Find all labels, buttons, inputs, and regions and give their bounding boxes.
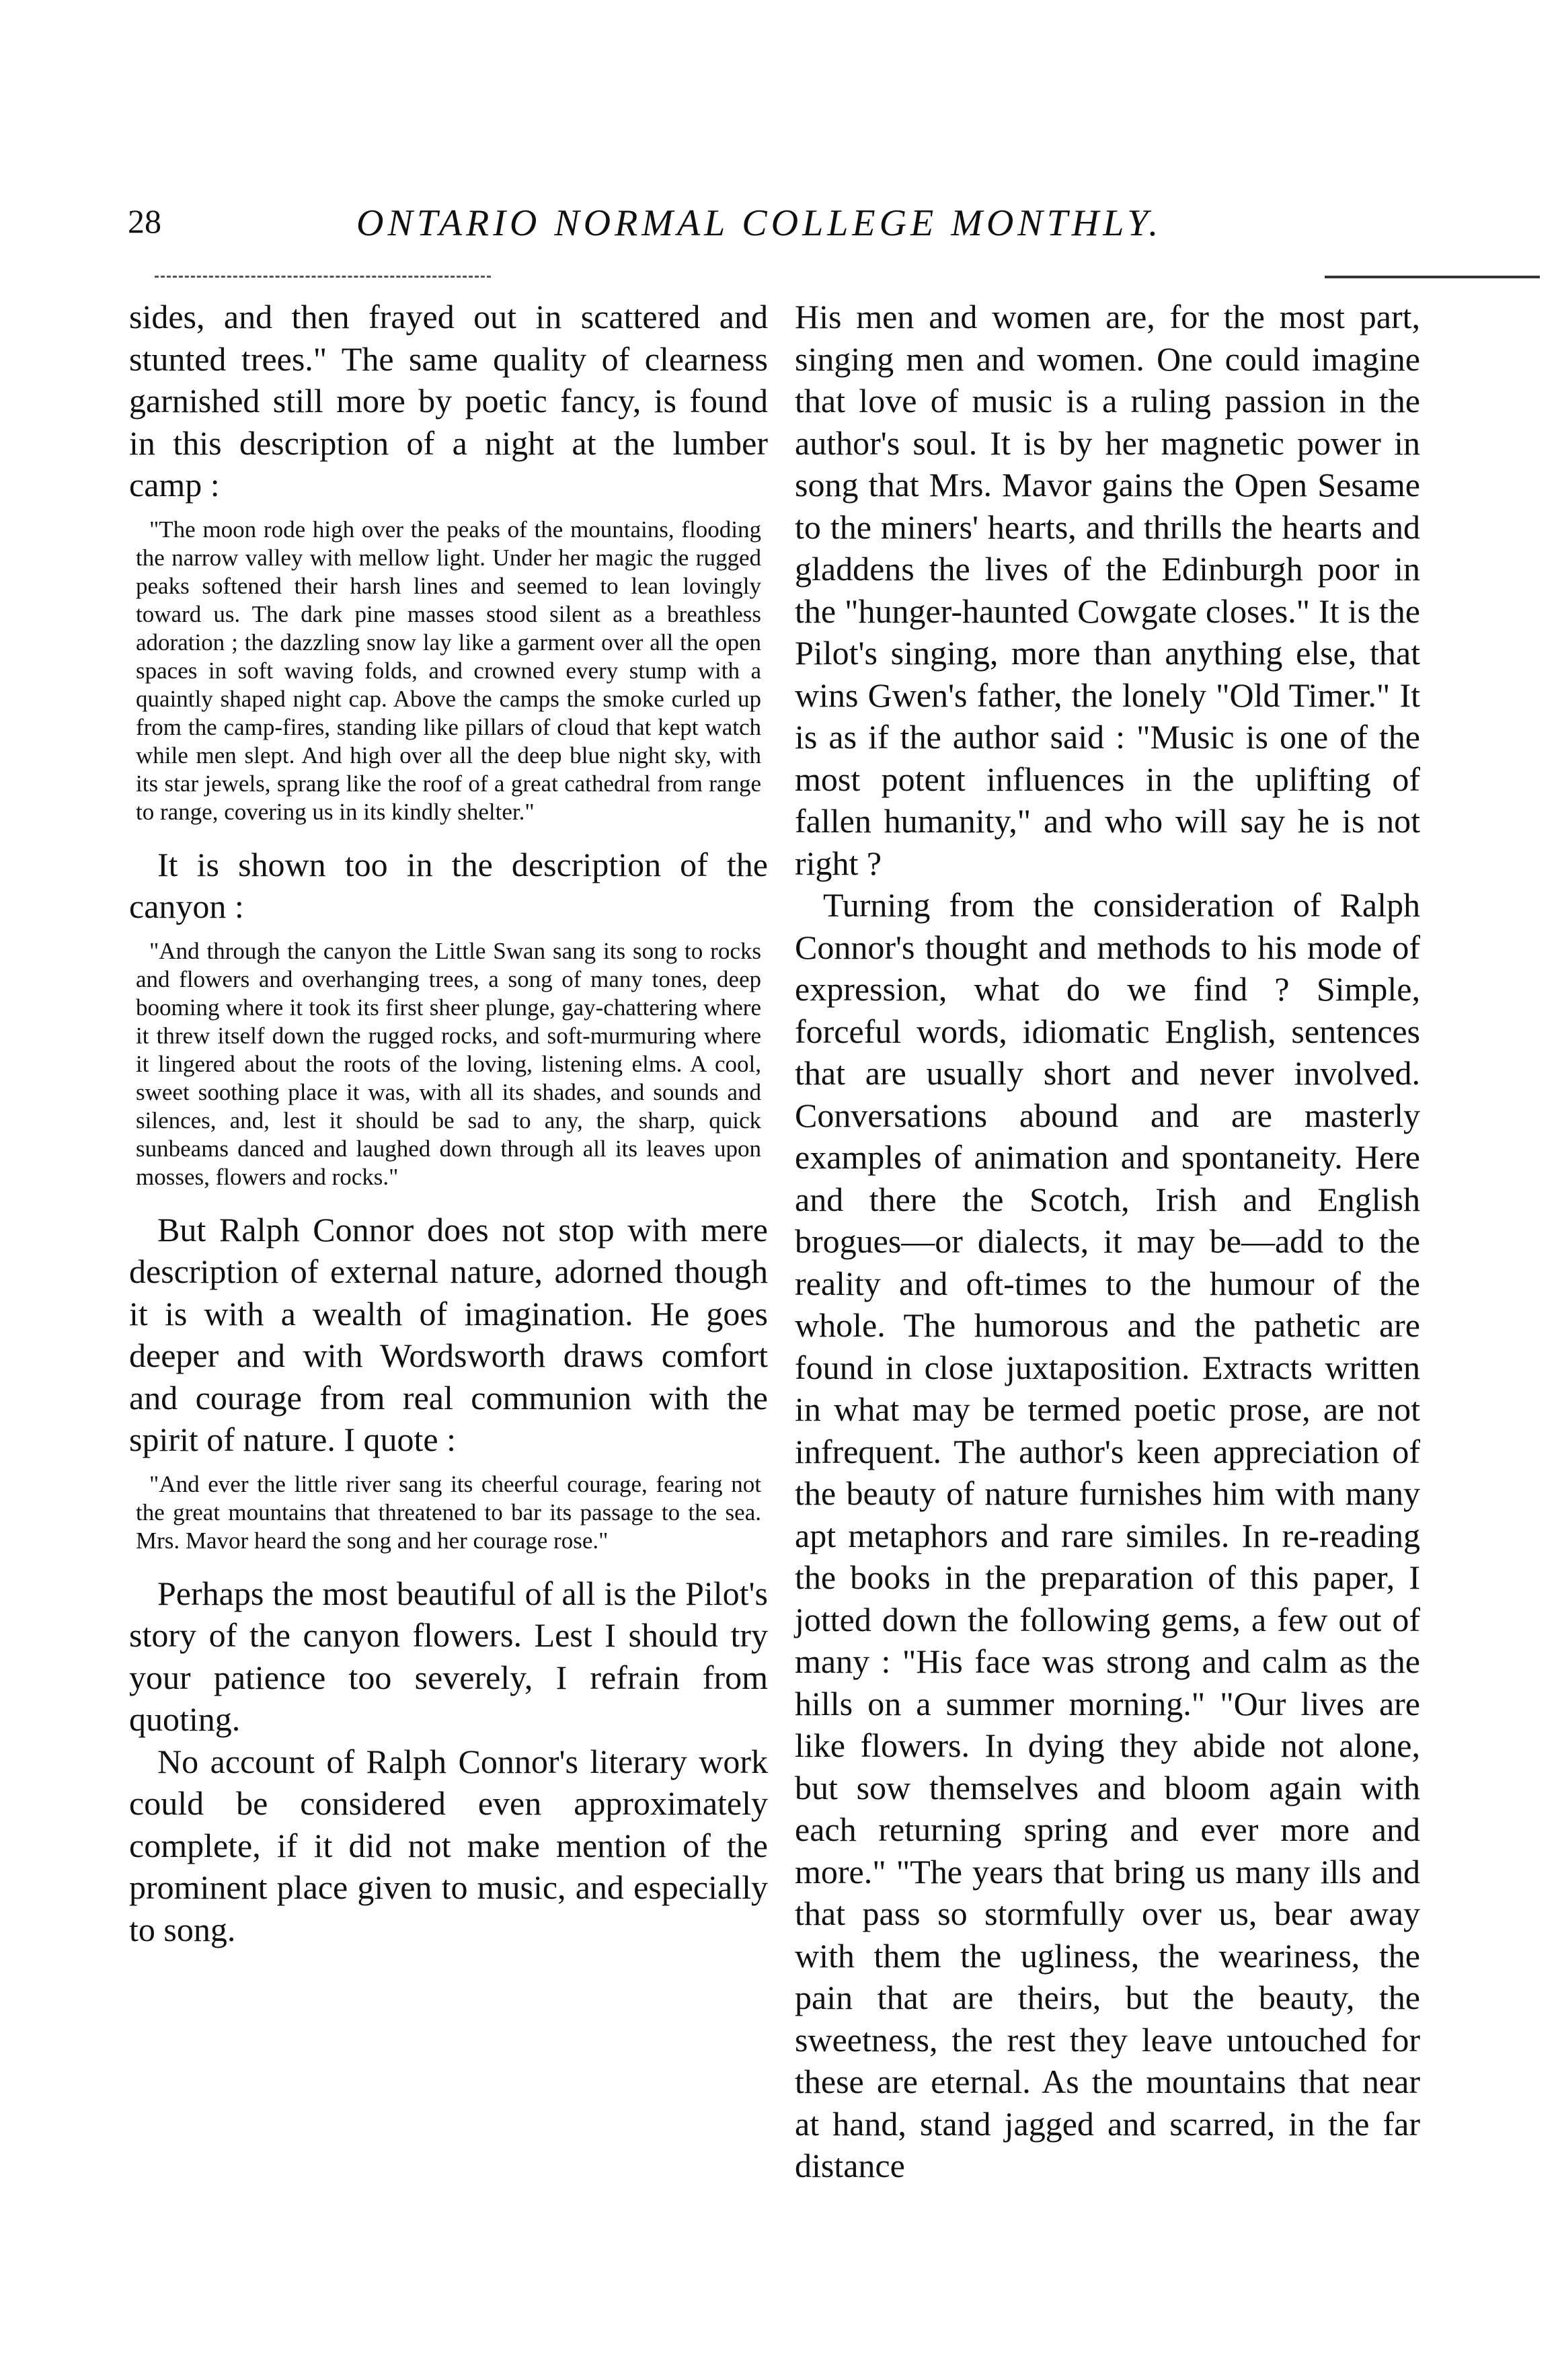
page-number: 28 — [128, 202, 161, 240]
quote-canyon: "And through the canyon the Little Swan sang its song to rocks and flowers and overhanging trees, a song of many tones, deep booming where it took its first sheer plunge, gay-chattering where it threw itself down the rugged rocks, and soft-murmuring where it lingered about the roots of the loving, listening elms. A cool, sweet soothing place it was, with all its shades, and sounds and silences, and, lest it should be sad to any, the sharp, quick sunbeams danced and laughed down through all its leaves upon mosses, flowers and rocks." — [136, 937, 761, 1190]
right-paragraph-1: His men and women are, for the most part, singing men and women. One could imagine that love of music is a ruling passion in the author's soul. It is by her magnetic power in song that Mrs. Mavor gains the Open Sesame to the miners' hearts, and thrills the hearts and gladdens the lives of the Edinburgh poor in the "hunger-haunted Cowgate closes." It is the Pilot's singing, more than anything else, that wins Gwen's father, the lonely "Old Timer." It is as if the author said : "Music is one of the most potent influences in the uplifting of fallen humanity," and who will say he is not right ? — [795, 298, 1420, 882]
left-paragraph-3: But Ralph Connor does not stop with mere description of external nature, adorned though it is with a wealth of imagination. He goes deeper and with Wordsworth draws comfort and courage from real communion with the spirit of nature. I quote : — [129, 1210, 768, 1458]
left-paragraph-1: sides, and then frayed out in scattered and stunted trees." The same quality of clearness garnished still more by poetic fancy, is found in this description of a night at the lumber camp : — [129, 298, 768, 504]
left-column — [129, 296, 768, 1950]
quote-river: "And ever the little river sang its cheerful courage, fearing not the great mountains that threatened to bar its passage to the sea. Mrs. Mavor heard the song and her courage rose." — [136, 1470, 761, 1554]
left-paragraph-5: No account of Ralph Connor's literary work could be considered even approximately complete, if it did not make mention of the prominent place given to music, and especially to song. — [129, 1742, 768, 1948]
left-paragraph-2: It is shown too in the description of the canyon : — [129, 845, 768, 925]
left-paragraph-4: Perhaps the most beautiful of all is the Pilot's story of the canyon flowers. Lest I should try your patience too severely, I refrain from quoting. — [129, 1574, 768, 1738]
right-column — [795, 296, 1420, 2187]
quote-lumber-camp: "The moon rode high over the peaks of the mountains, flooding the narrow valley with mellow light. Under her magic the rugged peaks softened their harsh lines and seemed to lean lovingly toward us. The dark pine masses stood silent as a breathless adoration ; the dazzling snow lay like a garment over all the open spaces in soft waving folds, and crowned every stump with a quaintly shaped night cap. Above the camps the smoke curled up from the camp-fires, standing like pillars of cloud that kept watch while men slept. And high over all the deep blue night sky, with its star jewels, sprang like the roof of a great cathedral from range to range, covering us in its kindly shelter." — [136, 516, 761, 825]
header-rule-right — [1325, 276, 1540, 278]
running-title: ONTARIO NORMAL COLLEGE MONTHLY. — [356, 202, 1163, 244]
page-header — [128, 202, 1419, 255]
header-rule-left — [155, 276, 491, 278]
right-paragraph-2: Turning from the consideration of Ralph Connor's thought and methods to his mode of expression, what do we find ? Simple, forceful words, idiomatic English, sentences that are usually short and never involved. Conversations abound and are masterly examples of animation and spontaneity. Here and there the Scotch, Irish and English brogues—or dialects, it may be—add to the reality and oft-times to the humour of the whole. The humorous and the pathetic are found in close juxtaposition. Extracts written in what may be termed poetic prose, are not infrequent. The author's keen appreciation of the beauty of nature furnishes him with many apt metaphors and rare similes. In re-reading the books in the preparation of this paper, I jotted down the following gems, a few out of many : "His face was strong and calm as the hills on a summer morning." "Our lives are like flowers. In dying they abide not alone, but sow themselves and bloom again with each returning spring and ever more and more." "The years that bring us many ills and that pass so stormfully over us, bear away with them the ugliness, the weariness, the pain that are theirs, but the beauty, the sweetness, the rest they leave untouched for these are eternal. As the mountains that near at hand, stand jagged and scarred, in the far distance — [795, 886, 1420, 2184]
